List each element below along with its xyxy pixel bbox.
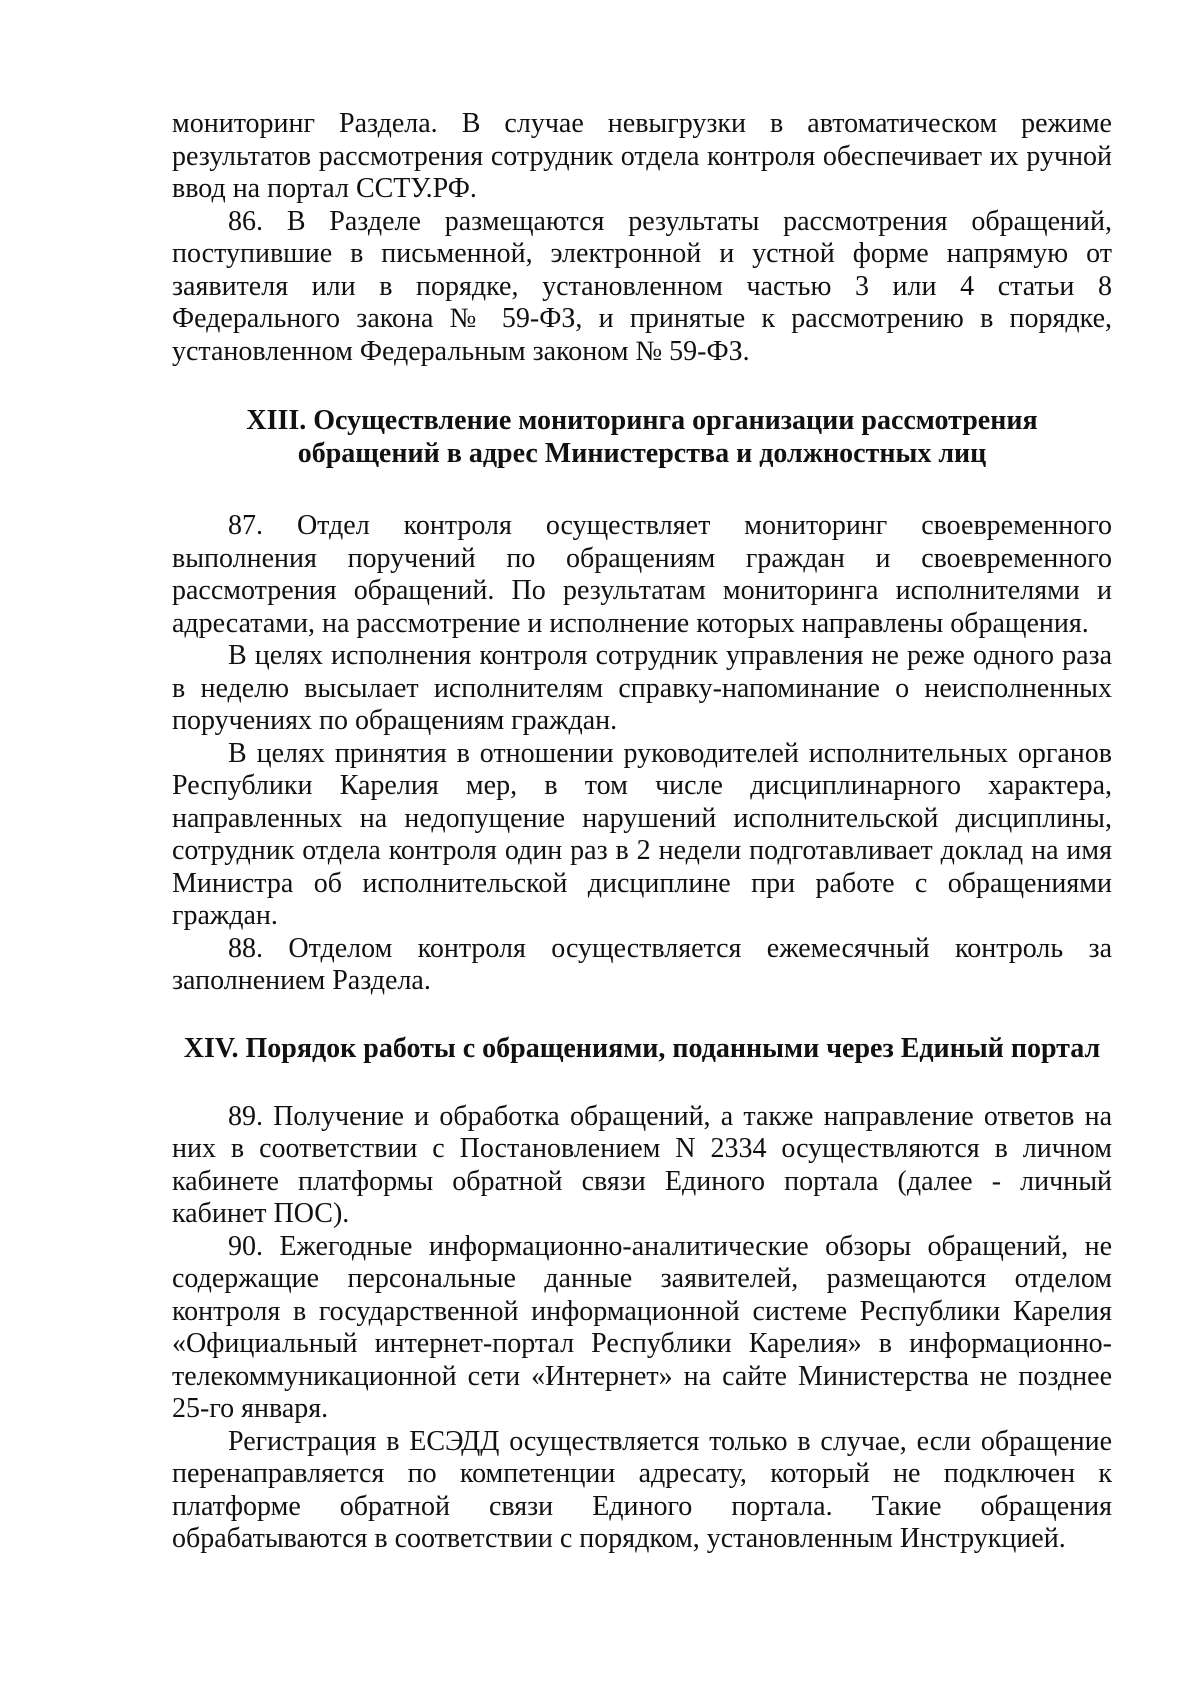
paragraph-90-registration: Регистрация в ЕСЭДД осуществляется только в случае, если обращение перенаправляется по компетенции адресату, который не подключен к платформе обратной связи Единого портала. Такие обращения обрабатываются в соответствии с порядком, установленным Инструкцией. <box>172 1425 1112 1554</box>
paragraph-89: 89. Получение и обработка обращений, а также направление ответов на них в соответствии с Постановлением N 2334 осуществляются в личном кабинете платформы обратной связи Единого портала (далее - личный кабинет ПОС). <box>172 1100 1112 1229</box>
paragraph-88: 88. Отделом контроля осуществляется ежемесячный контроль за заполнением Раздела. <box>172 932 1112 996</box>
paragraph-87-reminder: В целях исполнения контроля сотрудник управления не реже одного раза в неделю высылает исполнителям справку-напоминание о неисполненных поручениях по обращениям граждан. <box>172 640 1112 736</box>
paragraph-continuation: мониторинг Раздела. В случае невыгрузки в автоматическом режиме результатов рассмотрения сотрудник отдела контроля обеспечивает их ручной ввод на портал ССТУ.РФ. <box>172 108 1112 204</box>
document-page <box>172 108 1112 1556</box>
section-heading-xiii-line2: обращений в адрес Министерства и должностных лиц <box>297 438 987 469</box>
paragraph-87-discipline: В целях принятия в отношении руководителей исполнительных органов Республики Карелия мер, в том числе дисциплинарного характера, направленных на недопущение нарушений исполнительской дисциплины, сотрудник отдела контроля один раз в 2 недели подготавливает доклад на имя Министра об исполнительской дисциплине при работе с обращениями граждан. <box>172 737 1112 931</box>
section-heading-xiii-line1: XIII. Осуществление мониторинга организации рассмотрения <box>246 405 1038 436</box>
section-heading-xiv: XIV. Порядок работы с обращениями, поданными через Единый портал <box>183 1032 1101 1064</box>
paragraph-90: 90. Ежегодные информационно-аналитические обзоры обращений, не содержащие персональные данные заявителей, размещаются отделом контроля в государственной информационной системе Республики Карелия «Официальный интернет-портал Республики Карелия» в информационно-телекоммуникационной сети «Интернет» на сайте Министерства не позднее 25-го января. <box>172 1230 1112 1424</box>
paragraph-86: 86. В Разделе размещаются результаты рассмотрения обращений, поступившие в письменной, электронной и устной форме напрямую от заявителя или в порядке, установленном частью 3 или 4 статьи 8 Федерального закона № 59-ФЗ, и принятые к рассмотрению в порядке, установленном Федеральным законом № 59-ФЗ. <box>172 205 1112 367</box>
section-heading-xiii <box>172 404 1112 470</box>
paragraph-87: 87. Отдел контроля осуществляет мониторинг своевременного выполнения поручений по обращениям граждан и своевременного рассмотрения обращений. По результатам мониторинга исполнителями и адресатами, на рассмотрение и исполнение которых направлены обращения. <box>172 510 1112 639</box>
